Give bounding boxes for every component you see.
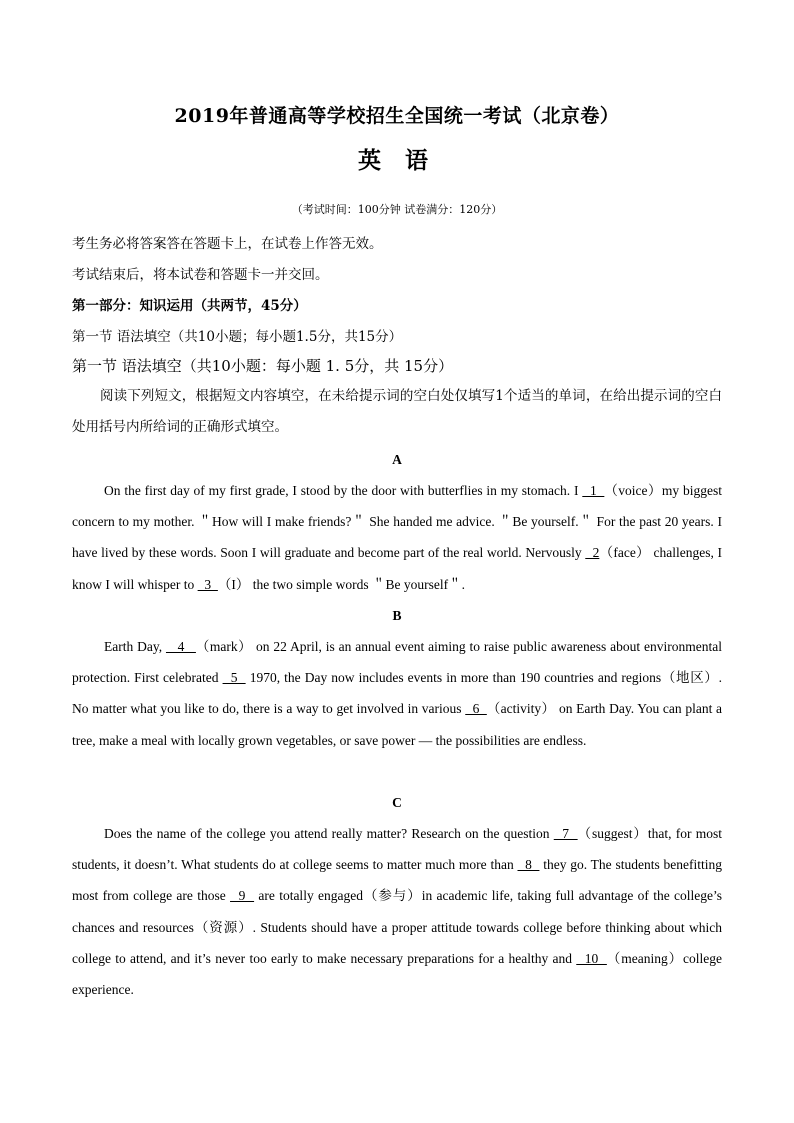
blank-4[interactable]: 4	[165, 639, 196, 654]
directions: 阅读下列短文，根据短文内容填空，在未给提示词的空白处仅填写1个适当的单词，在给出提示词的空白处用括号内所给词的正确形式填空。	[72, 388, 722, 436]
blank-1[interactable]: 1	[582, 483, 605, 498]
passage-c-text-3: they go. The students benefitting most from college are those	[72, 857, 722, 904]
instruction-1: 考生务必将答案答在答题卡上，在试卷上作答无效。	[72, 236, 383, 252]
passage-a-text-3: （face） challenges, I know I will whisper to	[72, 545, 722, 592]
passage-c-text-1: Does the name of the college you attend really matter? Research on the question	[104, 826, 554, 841]
blank-8[interactable]: 8	[517, 857, 540, 873]
passage-a	[72, 475, 722, 600]
section-heading-1: 第一节 语法填空（共10小题；每小题1.5分，共15分）	[72, 329, 403, 345]
blank-2[interactable]: 2	[585, 545, 600, 561]
passage-a-text-1: On the first day of my first grade, I stood by the door with butterflies in my stomach. I	[104, 483, 583, 498]
exam-title: 2019年普通高等学校招生全国统一考试（北京卷）	[174, 105, 620, 127]
passage-b-heading: B	[392, 608, 402, 623]
section-heading-2: 第一节 语法填空（共10小题：每小题 1. 5分，共 15分）	[72, 357, 454, 375]
passage-b-text-2: （mark） on 22 April, is an annual event aiming to raise public awareness about environmental protection. First celebrated	[72, 639, 723, 686]
passage-c-text-4: are totally engaged（参与）in academic life, taking full advantage of the college’s chances and resources（资源）. Students should have a proper attitude towards college before thinking about which college to attend, and it’s never too early to make necessary preparations for a healthy and	[72, 888, 722, 966]
passage-c-text-2: （suggest）that, for most students, it doesn’t. What students do at college seems to matter much more than	[72, 826, 723, 873]
instruction-2: 考试结束后，将本试卷和答题卡一并交回。	[72, 267, 329, 283]
subject-title: 英 语	[357, 147, 436, 174]
blank-3[interactable]: 3	[197, 576, 218, 592]
blank-6[interactable]: 6	[465, 701, 487, 717]
blank-5[interactable]: 5	[222, 670, 246, 686]
blank-10[interactable]: 10	[576, 950, 607, 966]
passage-b-text-3: 1970, the Day now includes events in more than 190 countries and regions（地区）. No matter what you like to do, there is a way to get involved in various	[72, 670, 723, 717]
time-note: （考试时间：100分钟 试卷满分：120分）	[291, 203, 503, 216]
part-one-heading: 第一部分：知识运用（共两节，45分）	[72, 298, 307, 314]
passage-a-heading: A	[392, 452, 402, 467]
blank-9[interactable]: 9	[230, 888, 255, 904]
passage-c-text-5: （meaning）college experience.	[72, 950, 723, 998]
passage-c-heading: C	[392, 795, 402, 810]
passage-a-text-2: （voice）my biggest concern to my mother. ＂How will I make friends?＂ She handed me advice. ＂Be yourself.＂ For the past 20 years. I have lived by these words. Soon I will graduate and become part of the real world. Nervously	[72, 483, 722, 561]
passage-b	[72, 631, 722, 756]
passage-a-text-4: （I） the two simple words ＂Be yourself＂.	[217, 576, 465, 592]
passage-b-text-4: （activity） on Earth Day. You can plant a tree, make a meal with locally grown vegetables, or save power — the possibilities are endless.	[72, 701, 723, 748]
passage-b-text-1: Earth Day,	[104, 639, 166, 654]
blank-7[interactable]: 7	[553, 826, 578, 841]
passage-c	[72, 818, 722, 1005]
